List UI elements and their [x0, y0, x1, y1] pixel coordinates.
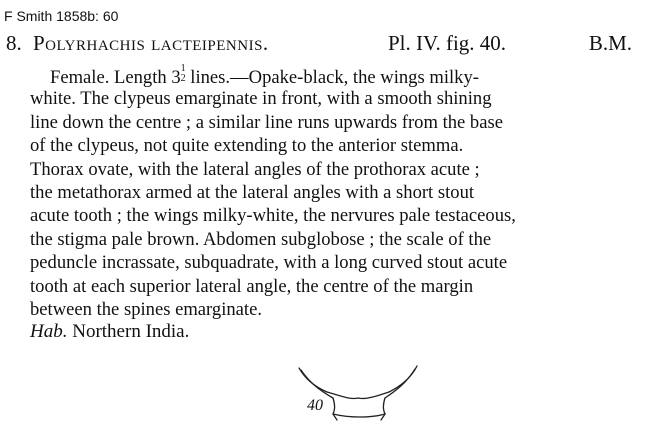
description-line: peduncle incrassate, subquadrate, with a long curved stout acute [30, 252, 508, 274]
description-line-rest: lines.—Opake-black, the wings milky- [185, 67, 479, 88]
species-description [30, 64, 626, 321]
description-line: of the clypeus, not quite extending to the anterior stemma. [30, 135, 464, 157]
description-line-start: Female. Length 3 [50, 67, 181, 88]
figure-number: 40 [307, 397, 323, 414]
description-line: the stigma pale brown. Abdomen subglobose ; the scale of the [30, 228, 492, 250]
description-line: Thorax ovate, with the lateral angles of the prothorax acute ; [30, 158, 480, 180]
description-line: white. The clypeus emarginate in front, with a smooth shining [30, 88, 492, 110]
fraction-denominator: 2 [180, 73, 186, 84]
museum-abbreviation: B.M. [588, 31, 632, 55]
plate-reference: Pl. IV. fig. 40. [388, 31, 507, 55]
petiole-scale-drawing-icon [293, 360, 423, 426]
habitat-value: Northern India. [67, 321, 190, 342]
citation-label: F Smith 1858b: 60 [4, 8, 119, 24]
entry-number: 8. [6, 31, 22, 55]
description-line: acute tooth ; the wings milky-white, the nervures pale testaceous, [30, 205, 516, 227]
species-heading [6, 28, 636, 58]
description-line: line down the centre ; a similar line runs upwards from the base [30, 111, 503, 133]
fraction-numerator: 1 [180, 63, 186, 74]
habitat-line [30, 320, 189, 344]
species-name: Polyrhachis lacteipennis. [33, 31, 269, 55]
description-line: the metathorax armed at the lateral angles with a short stout [30, 181, 475, 203]
description-line: tooth at each superior lateral angle, the centre of the margin [30, 275, 474, 297]
description-line [30, 64, 626, 87]
habitat-label: Hab. [30, 321, 68, 342]
description-line: between the spines emarginate. [30, 298, 262, 320]
